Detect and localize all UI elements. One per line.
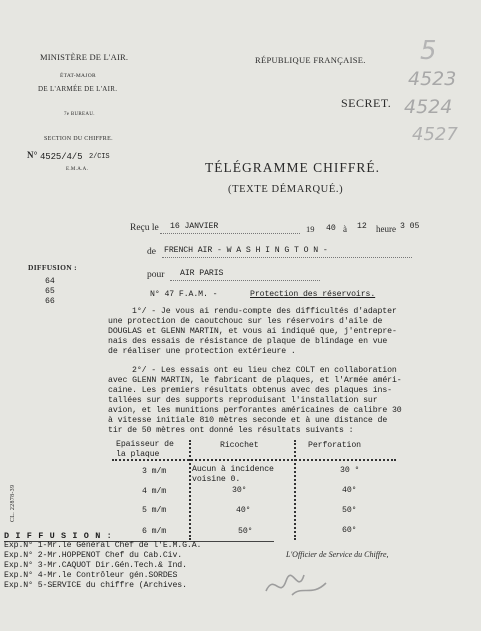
body-line: une protection de caoutchouc sur les réservoirs d'aile de: [108, 317, 383, 326]
from-station: FRENCH AIR - W A S H I N G T O N -: [164, 246, 328, 255]
recu-label: Reçu le: [130, 223, 159, 233]
diffusion-entry: Exp.N° 1-Mr.le Général Chef de l'E.M.G.A.: [4, 541, 202, 550]
row-ricochet: 40°: [236, 506, 251, 515]
republic-label: RÉPUBLIQUE FRANÇAISE.: [255, 55, 366, 65]
row-ricochet: 50°: [238, 527, 253, 536]
row-ricochet: [192, 465, 292, 485]
body-line: tir de 50 mètres ont donné les résultats suivants :: [108, 426, 354, 435]
row-thickness: 3 m/m: [142, 467, 167, 476]
row-perforation: 60°: [342, 526, 357, 535]
header-thickness-text: Epaisseur de la plaque: [116, 440, 174, 459]
row-thickness: 6 m/m: [142, 527, 167, 536]
body-line: DOUGLAS et GLENN MARTIN, et vous ai indiqué que, j'entrepre-: [108, 327, 397, 336]
bureau-label: 7e BUREAU.: [64, 112, 95, 117]
row-perforation: 40°: [342, 486, 357, 495]
number-suffix: 2/CIS: [89, 153, 110, 161]
diffusion-entry: Exp.N° 4-Mr.le Contrôleur gén.SORDES: [4, 571, 178, 580]
handwritten-mark-2: 4523: [408, 68, 457, 90]
year-prefix: 19: [306, 224, 315, 234]
row-ricochet: 30°: [232, 486, 247, 495]
to-station: AIR PARIS: [180, 269, 224, 278]
row-thickness: 5 m/m: [142, 506, 167, 515]
row-ricochet-text: Aucun à incidence voisine 0.: [192, 465, 274, 484]
reception-hour: 12: [357, 222, 367, 231]
diffusion-top-label: DIFFUSION :: [28, 263, 77, 272]
staff-line-1: ÉTAT-MAJOR: [60, 73, 96, 79]
telegram-subtitle: (TEXTE DÉMARQUÉ.): [228, 184, 344, 195]
reception-year: 40: [326, 224, 336, 233]
results-table: [112, 438, 396, 540]
body-line: nais des essais de résistance de plaque de blindage en vue: [108, 337, 388, 346]
ema-label: E.M.A.A.: [66, 167, 89, 172]
to-dotline: [170, 280, 320, 281]
reception-date: 16 JANVIER: [170, 222, 219, 231]
signature-scribble: [262, 565, 332, 605]
subject-title: Protection des réservoirs.: [250, 290, 376, 299]
reception-minutes: 3 05: [400, 222, 420, 231]
header-thickness: [116, 440, 186, 460]
section-label: SECTION DU CHIFFRE.: [44, 136, 113, 142]
handwritten-mark-3: 4524: [404, 96, 453, 118]
subject-prefix: N° 47 F.A.M. -: [150, 290, 218, 299]
body-line: de réaliser une protection extérieure .: [108, 347, 296, 356]
diffusion-entry: Exp.N° 3-Mr.CAQUOT Dir.Gén.Tech.& Ind.: [4, 561, 187, 570]
from-dotline: [162, 257, 412, 258]
staff-line-2: DE L'ARMÉE DE L'AIR.: [38, 85, 118, 93]
row-perforation: 50°: [342, 506, 357, 515]
diffusion-entry: Exp.N° 5-SERVICE du chiffre (Archives.: [4, 581, 187, 590]
body-line: 2°/ - Les essais ont eu lieu chez COLT en collaboration: [132, 366, 397, 375]
side-stamp: CL. 22878-39: [10, 484, 16, 522]
heure-label: heure: [376, 224, 396, 234]
diffusion-number: 64: [45, 277, 55, 286]
number-value: 4525/4/5: [40, 152, 83, 162]
body-line: avec GLENN MARTIN, le fabricant de plaques, et l'Armée améri-: [108, 376, 402, 385]
header-ricochet: Ricochet: [220, 441, 259, 450]
diffusion-bottom-label: D I F F U S I O N :: [4, 531, 113, 541]
row-thickness: 4 m/m: [142, 487, 167, 496]
table-divider: [294, 440, 296, 540]
table-divider: [189, 440, 191, 540]
handwritten-mark-4: 4527: [412, 124, 458, 145]
date-dotline: [160, 233, 300, 234]
a-label: à: [343, 224, 347, 234]
pour-label: pour: [147, 270, 165, 280]
body-line: 1°/ - Je vous ai rendu-compte des difficultés d'adapter: [132, 307, 397, 316]
classification-label: SECRET.: [341, 96, 392, 110]
number-label: N°: [27, 150, 38, 160]
body-line: à vitesse initiale 810 mètres seconde et à une distance de: [108, 416, 388, 425]
signature-label: L'Officier de Service du Chiffre,: [286, 550, 389, 559]
handwritten-mark-1: 5: [420, 36, 437, 66]
row-perforation: 30 °: [340, 466, 360, 475]
diffusion-number: 65: [45, 287, 55, 296]
de-label: de: [147, 247, 156, 257]
header-perforation: Perforation: [308, 441, 361, 450]
body-line: tallées sur des supports reproduisant l'installation sur: [108, 396, 378, 405]
diffusion-number: 66: [45, 297, 55, 306]
body-line: caine. Les premiers résultats obtenus avec des plaques ins-: [108, 386, 392, 395]
body-line: avion, et les munitions perforantes américaines de calibre 30: [108, 406, 402, 415]
telegram-title: TÉLÉGRAMME CHIFFRÉ.: [205, 160, 381, 175]
ministry-label: MINISTÈRE DE L'AIR.: [40, 52, 129, 62]
diffusion-entry: Exp.N° 2-Mr.HOPPENOT Chef du Cab.Civ.: [4, 551, 183, 560]
